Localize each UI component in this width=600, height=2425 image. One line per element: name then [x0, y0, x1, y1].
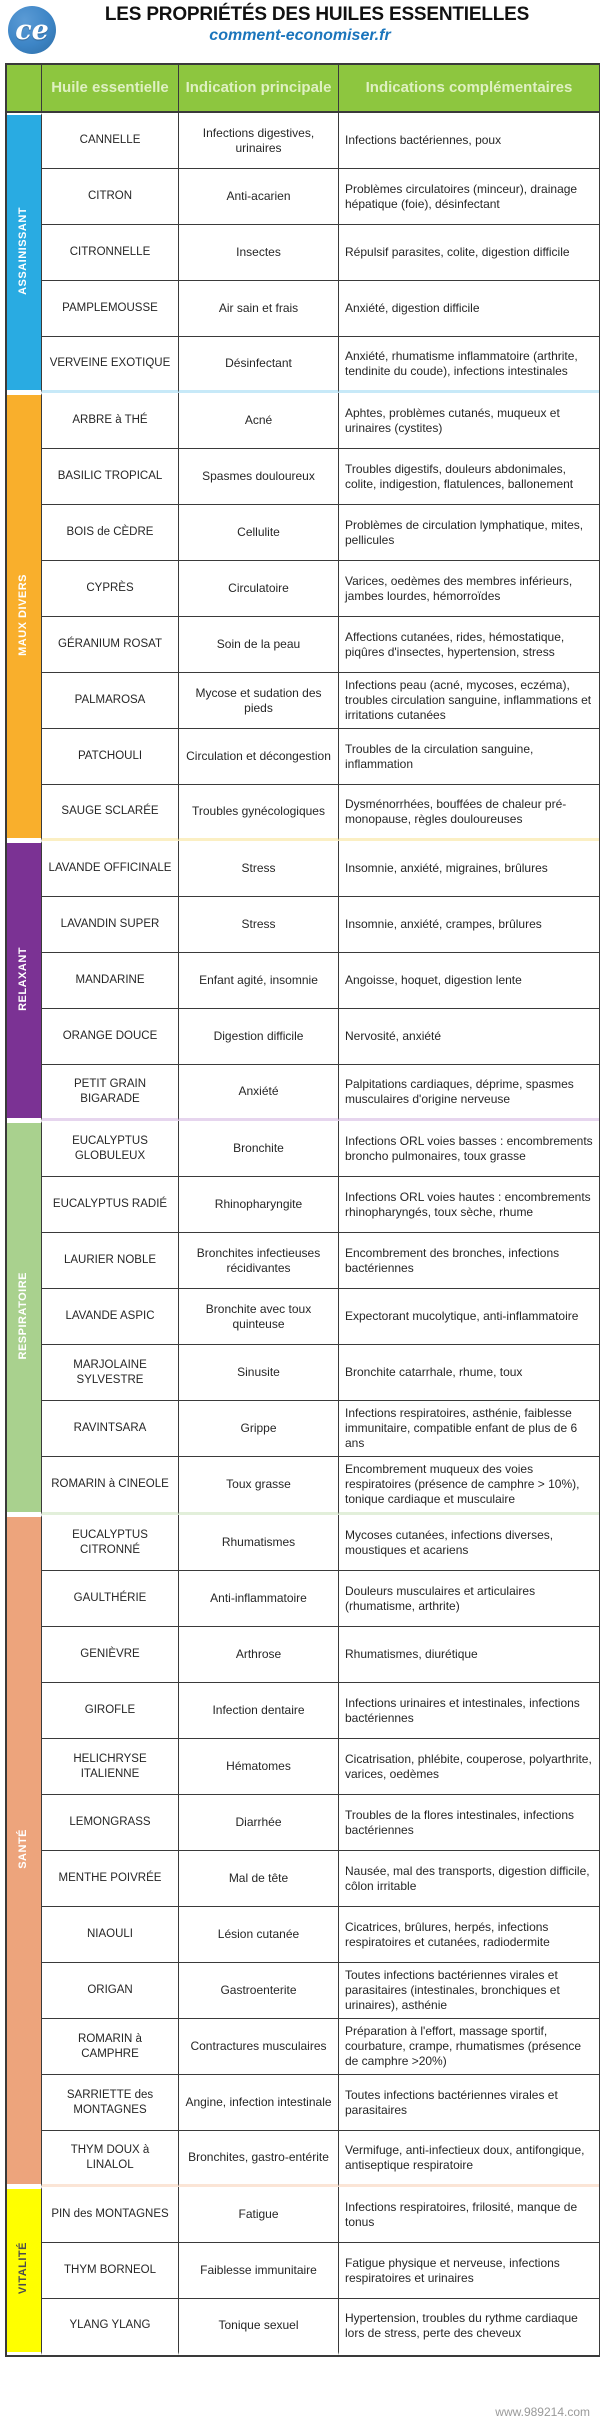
main-indication-cell: Air sain et frais: [179, 281, 339, 337]
oil-name-cell: HELICHRYSE ITALIENNE: [42, 1739, 179, 1795]
main-indication-cell: Contractures musculaires: [179, 2019, 339, 2075]
main-indication-cell: Toux grasse: [179, 1457, 339, 1515]
extra-indications-cell: Aphtes, problèmes cutanés, muqueux et urinaires (cystites): [339, 393, 599, 449]
table-row: [7, 113, 599, 169]
header-extra-indications-column: Indications complémentaires: [339, 65, 599, 113]
oil-name-cell: SARRIETTE des MONTAGNES: [42, 2075, 179, 2131]
oil-name-cell: RAVINTSARA: [42, 1401, 179, 1457]
table-row: [7, 1289, 599, 1345]
table-row: [7, 729, 599, 785]
table-row: [7, 1739, 599, 1795]
extra-indications-cell: Encombrement des bronches, infections bactériennes: [339, 1233, 599, 1289]
category-label: RESPIRATOIRE: [17, 1271, 30, 1360]
extra-indications-cell: Insomnie, anxiété, crampes, brûlures: [339, 897, 599, 953]
main-indication-cell: Cellulite: [179, 505, 339, 561]
table-row: [7, 2075, 599, 2131]
main-indication-cell: Hématomes: [179, 1739, 339, 1795]
header-corner-cell: [7, 65, 42, 113]
extra-indications-cell: Infections ORL voies hautes : encombrements rhinopharyngés, toux sèche, rhume: [339, 1177, 599, 1233]
oil-name-cell: ROMARIN à CINEOLE: [42, 1457, 179, 1515]
category-strip: [7, 841, 42, 1121]
table-row: [7, 1627, 599, 1683]
table-row: [7, 2019, 599, 2075]
oil-name-cell: THYM BORNEOL: [42, 2243, 179, 2299]
table-row: [7, 1233, 599, 1289]
main-indication-cell: Anxiété: [179, 1065, 339, 1121]
table-row: [7, 673, 599, 729]
oil-name-cell: EUCALYPTUS CITRONNÉ: [42, 1515, 179, 1571]
table-row: [7, 169, 599, 225]
oil-name-cell: SAUGE SCLARÉE: [42, 785, 179, 841]
main-indication-cell: Arthrose: [179, 1627, 339, 1683]
main-indication-cell: Diarrhée: [179, 1795, 339, 1851]
main-indication-cell: Faiblesse immunitaire: [179, 2243, 339, 2299]
table-row: [7, 2299, 599, 2355]
header-row: [7, 65, 599, 113]
oil-name-cell: GENIÈVRE: [42, 1627, 179, 1683]
main-indication-cell: Grippe: [179, 1401, 339, 1457]
table-row: [7, 1683, 599, 1739]
extra-indications-cell: Bronchite catarrhale, rhume, toux: [339, 1345, 599, 1401]
category-strip: [7, 393, 42, 841]
main-indication-cell: Circulatoire: [179, 561, 339, 617]
oil-name-cell: EUCALYPTUS GLOBULEUX: [42, 1121, 179, 1177]
extra-indications-cell: Infections respiratoires, asthénie, faiblesse immunitaire, compatible enfant de plus de 6 ans: [339, 1401, 599, 1457]
main-indication-cell: Bronchite avec toux quinteuse: [179, 1289, 339, 1345]
extra-indications-cell: Troubles digestifs, douleurs abdonimales, colite, indigestion, flatulences, ballonement: [339, 449, 599, 505]
category-label: VITALITÉ: [17, 2242, 30, 2295]
category-strip: [7, 1121, 42, 1515]
oil-name-cell: LAVANDE OFFICINALE: [42, 841, 179, 897]
watermark: www.989214.com: [495, 2405, 590, 2419]
oil-name-cell: VERVEINE EXOTIQUE: [42, 337, 179, 393]
extra-indications-cell: Expectorant mucolytique, anti-inflammatoire: [339, 1289, 599, 1345]
table-row: [7, 1851, 599, 1907]
oil-name-cell: PAMPLEMOUSSE: [42, 281, 179, 337]
extra-indications-cell: Problèmes de circulation lymphatique, mites, pellicules: [339, 505, 599, 561]
oil-name-cell: EUCALYPTUS RADIÉ: [42, 1177, 179, 1233]
extra-indications-cell: Mycoses cutanées, infections diverses, moustiques et acariens: [339, 1515, 599, 1571]
extra-indications-cell: Cicatrisation, phlébite, couperose, polyarthrite, varices, oedèmes: [339, 1739, 599, 1795]
main-indication-cell: Gastroenterite: [179, 1963, 339, 2019]
extra-indications-cell: Rhumatismes, diurétique: [339, 1627, 599, 1683]
main-indication-cell: Anti-acarien: [179, 169, 339, 225]
oil-name-cell: NIAOULI: [42, 1907, 179, 1963]
extra-indications-cell: Fatigue physique et nerveuse, infections respiratoires et urinaires: [339, 2243, 599, 2299]
oil-name-cell: MARJOLAINE SYLVESTRE: [42, 1345, 179, 1401]
extra-indications-cell: Douleurs musculaires et articulaires (rhumatisme, arthrite): [339, 1571, 599, 1627]
table-row: [7, 225, 599, 281]
extra-indications-cell: Infections ORL voies basses : encombrements broncho pulmonaires, toux grasse: [339, 1121, 599, 1177]
oil-name-cell: ORIGAN: [42, 1963, 179, 2019]
extra-indications-cell: Nervosité, anxiété: [339, 1009, 599, 1065]
extra-indications-cell: Insomnie, anxiété, migraines, brûlures: [339, 841, 599, 897]
table-row: [7, 2131, 599, 2187]
oil-name-cell: MENTHE POIVRÉE: [42, 1851, 179, 1907]
table-row: [7, 953, 599, 1009]
oil-name-cell: BOIS de CÈDRE: [42, 505, 179, 561]
table-row: [7, 841, 599, 897]
main-indication-cell: Bronchites, gastro-entérite: [179, 2131, 339, 2187]
oil-name-cell: CITRONNELLE: [42, 225, 179, 281]
table-row: [7, 281, 599, 337]
main-indication-cell: Troubles gynécologiques: [179, 785, 339, 841]
main-indication-cell: Mal de tête: [179, 1851, 339, 1907]
oil-name-cell: ORANGE DOUCE: [42, 1009, 179, 1065]
table-row: [7, 393, 599, 449]
extra-indications-cell: Palpitations cardiaques, déprime, spasmes musculaires d'origine nerveuse: [339, 1065, 599, 1121]
table-row: [7, 1121, 599, 1177]
site-name: comment-economiser.fr: [209, 27, 391, 44]
category-label: MAUX DIVERS: [17, 573, 30, 656]
extra-indications-cell: Affections cutanées, rides, hémostatique, piqûres d'insectes, hypertension, stress: [339, 617, 599, 673]
table-row: [7, 561, 599, 617]
table-header: [7, 65, 599, 113]
oil-name-cell: LEMONGRASS: [42, 1795, 179, 1851]
main-indication-cell: Insectes: [179, 225, 339, 281]
table-row: [7, 785, 599, 841]
oil-name-cell: ARBRE à THÉ: [42, 393, 179, 449]
table-row: [7, 1963, 599, 2019]
oil-name-cell: PIN des MONTAGNES: [42, 2187, 179, 2243]
table-row: [7, 617, 599, 673]
table-row: [7, 449, 599, 505]
extra-indications-cell: Hypertension, troubles du rythme cardiaque lors de stress, perte des cheveux: [339, 2299, 599, 2355]
main-indication-cell: Désinfectant: [179, 337, 339, 393]
oil-name-cell: ROMARIN à CAMPHRE: [42, 2019, 179, 2075]
extra-indications-cell: Dysménorrhées, bouffées de chaleur pré-monopause, règles douloureuses: [339, 785, 599, 841]
main-indication-cell: Bronchite: [179, 1121, 339, 1177]
table-row: [7, 897, 599, 953]
extra-indications-cell: Troubles de la circulation sanguine, inflammation: [339, 729, 599, 785]
extra-indications-cell: Anxiété, digestion difficile: [339, 281, 599, 337]
main-indication-cell: Fatigue: [179, 2187, 339, 2243]
page-header: [0, 0, 600, 60]
oil-name-cell: LAVANDIN SUPER: [42, 897, 179, 953]
table-row: [7, 1177, 599, 1233]
table-row: [7, 2187, 599, 2243]
extra-indications-cell: Cicatrices, brûlures, herpés, infections respiratoires et cutanées, radiodermite: [339, 1907, 599, 1963]
ce-logo-icon: ce: [8, 6, 56, 54]
category-strip: [7, 113, 42, 393]
extra-indications-cell: Infections peau (acné, mycoses, eczéma), troubles circulation sanguine, inflammations et irritations cutanées: [339, 673, 599, 729]
oil-name-cell: BASILIC TROPICAL: [42, 449, 179, 505]
table-row: [7, 1515, 599, 1571]
main-indication-cell: Enfant agité, insomnie: [179, 953, 339, 1009]
oil-name-cell: GIROFLE: [42, 1683, 179, 1739]
oil-name-cell: LAVANDE ASPIC: [42, 1289, 179, 1345]
category-label: RELAXANT: [17, 946, 30, 1011]
extra-indications-cell: Vermifuge, anti-infectieux doux, antifongique, antiseptique respiratoire: [339, 2131, 599, 2187]
oil-name-cell: THYM DOUX à LINALOL: [42, 2131, 179, 2187]
main-indication-cell: Angine, infection intestinale: [179, 2075, 339, 2131]
page-title: LES PROPRIÉTÉS DES HUILES ESSENTIELLES: [104, 4, 530, 25]
main-indication-cell: Lésion cutanée: [179, 1907, 339, 1963]
main-indication-cell: Anti-inflammatoire: [179, 1571, 339, 1627]
main-indication-cell: Rhinopharyngite: [179, 1177, 339, 1233]
extra-indications-cell: Nausée, mal des transports, digestion difficile, côlon irritable: [339, 1851, 599, 1907]
extra-indications-cell: Toutes infections bactériennes virales et parasitaires: [339, 2075, 599, 2131]
main-indication-cell: Circulation et décongestion: [179, 729, 339, 785]
oil-name-cell: GAULTHÉRIE: [42, 1571, 179, 1627]
extra-indications-cell: Varices, oedèmes des membres inférieurs, jambes lourdes, hémorroïdes: [339, 561, 599, 617]
table-row: [7, 1571, 599, 1627]
table-body: [7, 113, 599, 2355]
table-row: [7, 1009, 599, 1065]
extra-indications-cell: Problèmes circulatoires (minceur), drainage hépatique (foie), désinfectant: [339, 169, 599, 225]
main-indication-cell: Spasmes douloureux: [179, 449, 339, 505]
table-row: [7, 1345, 599, 1401]
table-row: [7, 2243, 599, 2299]
header-oil-column: Huile essentielle: [42, 65, 179, 113]
oil-name-cell: CYPRÈS: [42, 561, 179, 617]
main-indication-cell: Infections digestives, urinaires: [179, 113, 339, 169]
oil-name-cell: GÉRANIUM ROSAT: [42, 617, 179, 673]
table-row: [7, 1401, 599, 1457]
extra-indications-cell: Angoisse, hoquet, digestion lente: [339, 953, 599, 1009]
main-indication-cell: Stress: [179, 841, 339, 897]
essential-oils-table: [5, 63, 600, 2357]
oil-name-cell: PALMAROSA: [42, 673, 179, 729]
header-main-indication-column: Indication principale: [179, 65, 339, 113]
main-indication-cell: Digestion difficile: [179, 1009, 339, 1065]
category-label: SANTÉ: [17, 1828, 30, 1869]
main-indication-cell: Sinusite: [179, 1345, 339, 1401]
main-indication-cell: Infection dentaire: [179, 1683, 339, 1739]
main-indication-cell: Mycose et sudation des pieds: [179, 673, 339, 729]
category-strip: [7, 1515, 42, 2187]
oil-name-cell: MANDARINE: [42, 953, 179, 1009]
main-indication-cell: Acné: [179, 393, 339, 449]
table-row: [7, 505, 599, 561]
main-indication-cell: Tonique sexuel: [179, 2299, 339, 2355]
category-strip: [7, 2187, 42, 2355]
oil-name-cell: PATCHOULI: [42, 729, 179, 785]
main-indication-cell: Bronchites infectieuses récidivantes: [179, 1233, 339, 1289]
extra-indications-cell: Infections respiratoires, frilosité, manque de tonus: [339, 2187, 599, 2243]
table-row: [7, 337, 599, 393]
table-row: [7, 1457, 599, 1515]
extra-indications-cell: Troubles de la flores intestinales, infections bactériennes: [339, 1795, 599, 1851]
category-label: ASSAINISSANT: [17, 206, 30, 295]
extra-indications-cell: Infections bactériennes, poux: [339, 113, 599, 169]
oil-name-cell: YLANG YLANG: [42, 2299, 179, 2355]
extra-indications-cell: Encombrement muqueux des voies respiratoires (présence de camphre > 10%), tonique cardiaque et musculaire: [339, 1457, 599, 1515]
table-row: [7, 1065, 599, 1121]
extra-indications-cell: Préparation à l'effort, massage sportif, courbature, crampe, rhumatismes (présence de camphre >20%): [339, 2019, 599, 2075]
oil-name-cell: CITRON: [42, 169, 179, 225]
table-row: [7, 1907, 599, 1963]
extra-indications-cell: Répulsif parasites, colite, digestion difficile: [339, 225, 599, 281]
extra-indications-cell: Infections urinaires et intestinales, infections bactériennes: [339, 1683, 599, 1739]
main-indication-cell: Soin de la peau: [179, 617, 339, 673]
oil-name-cell: CANNELLE: [42, 113, 179, 169]
oil-name-cell: LAURIER NOBLE: [42, 1233, 179, 1289]
oil-name-cell: PETIT GRAIN BIGARADE: [42, 1065, 179, 1121]
table-row: [7, 1795, 599, 1851]
main-indication-cell: Stress: [179, 897, 339, 953]
extra-indications-cell: Toutes infections bactériennes virales et parasitaires (intestinales, bronchiques et urinaires), asthénie: [339, 1963, 599, 2019]
extra-indications-cell: Anxiété, rhumatisme inflammatoire (arthrite, tendinite du coude), infections intestinales: [339, 337, 599, 393]
main-indication-cell: Rhumatismes: [179, 1515, 339, 1571]
